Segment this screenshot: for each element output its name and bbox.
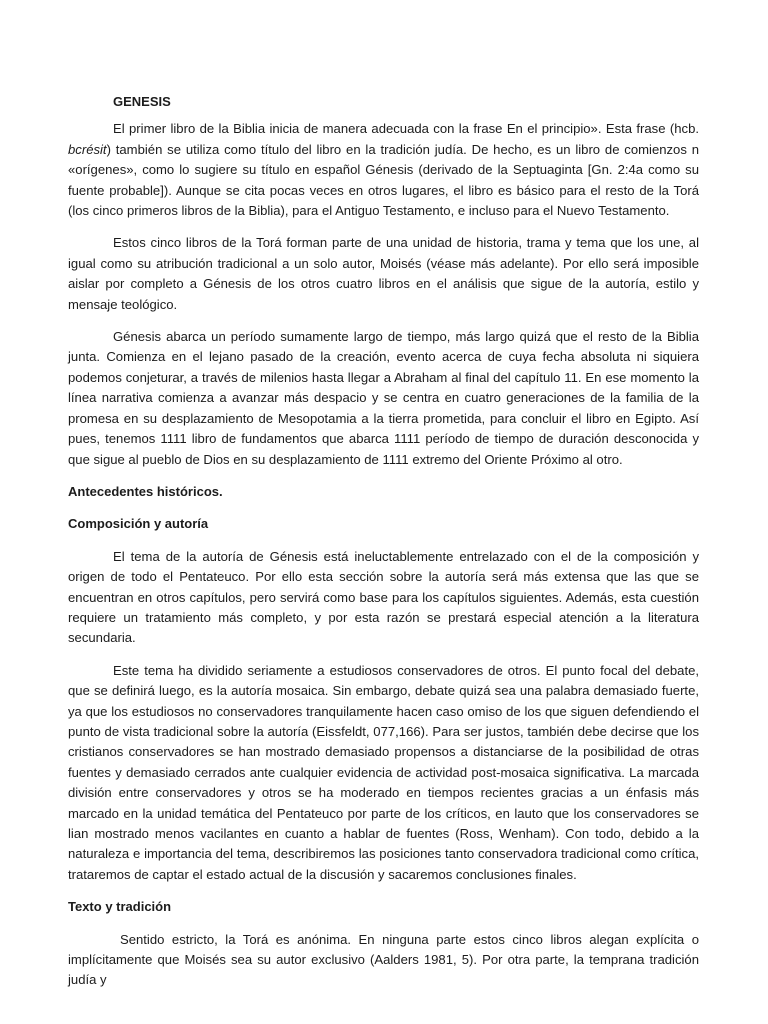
paragraph: Estos cinco libros de la Torá forman parte de una unidad de historia, trama y tema que los une, al igual como su atribución tradicional a un solo autor, Moisés (véase más adelante). Por ello será imposible aislar por completo a Génesis de los otros cuatro libros en el análisis que sigue de la autoría, estilo y mensaje teológico.: [68, 235, 699, 312]
subsection-heading: Composición y autoría: [68, 516, 209, 532]
section-heading: Antecedentes históricos.: [68, 483, 223, 499]
document-title: GENESIS: [113, 94, 171, 109]
paragraph: Sentido estricto, la Torá es anónima. En ninguna parte estos cinco libros alegan explícita o implícitamente que Moisés sea su autor exclusivo (Aalders 1981, 5). Por otra parte, la temprana tradición judía y: [68, 931, 699, 988]
subsection-heading: Texto y tradición: [68, 899, 172, 915]
paragraph: El primer libro de la Biblia inicia de manera adecuada con la frase En el principio». Esta frase (hcb. bcrésit) también se utiliza como título del libro en la tradición judía. De hecho, es un libro de comienzos n «orígenes», como lo sugiere su título en español Génesis (derivado de la Septuaginta [Gn. 2:4a como su fuente probable]). Aunque se cita pocas veces en otros lugares, el libro es básico para el resto de la Torá (los cinco primeros libros de la Biblia), para el Antiguo Testamento, e incluso para el Nuevo Testamento.: [68, 121, 699, 219]
italic-term: bcrésit: [68, 141, 107, 157]
paragraph: Este tema ha dividido seriamente a estudiosos conservadores de otros. El punto focal del debate, que se definirá luego, es la autoría mosaica. Sin embargo, debate quizá sea una palabra demasiado fuerte, ya que los estudiosos no conservadores tranquilamente hacen caso omiso de los que siguen defendiendo el punto de vista tradicional sobre la autoría (Eissfeldt, 077,166). Para ser justos, también debe decirse que los cristianos conservadores se han mostrado demasiado propensos a distanciarse de la posibilidad de otras fuentes y demasiado cerrados ante cualquier evidencia de actividad post-mosaica significativa. La marcada división entre conservadores y otros se ha moderado en tiempos recientes gracias a un énfasis más marcado en la unidad temática del Pentateuco por parte de los críticos, en lauto que los conservadores se lian mostrado menos vacilantes en cuanto a hablar de fuentes (Ross, Wenham). Con todo, debido a la naturaleza e importancia del tema, describiremos las posiciones tanto conservadora tradicional como crítica, trataremos de captar el estado actual de la discusión y sacaremos conclusiones finales.: [68, 662, 699, 882]
paragraph: Génesis abarca un período sumamente largo de tiempo, más largo quizá que el resto de la Biblia junta. Comienza en el lejano pasado de la creación, evento acerca de cuya fecha absoluta ni siquiera podemos conjeturar, a través de milenios hasta llegar a Abraham al final del capítulo 11. En ese momento la línea narrativa comienza a avanzar más despacio y se centra en cuatro generaciones de la familia de la promesa en su desplazamiento de Mesopotamia a la tierra prometida, para concluir el libro en Egipto. Así pues, tenemos 1111 libro de fundamentos que abarca 1111 período de tiempo de duración desconocida y que sigue al pueblo de Dios en su desplazamiento de 1111 extremo del Oriente Próximo al otro.: [68, 329, 699, 467]
paragraph: El tema de la autoría de Génesis está ineluctablemente entrelazado con el de la composición y origen de todo el Pentateuco. Por ello esta sección sobre la autoría será más extensa que las que se encuentran en otros capítulos, pero servirá como base para los capítulos siguientes. Además, esta cuestión requiere un tratamiento más completo, y por esta razón se prestará especial atención a la literatura secundaria.: [68, 548, 699, 646]
